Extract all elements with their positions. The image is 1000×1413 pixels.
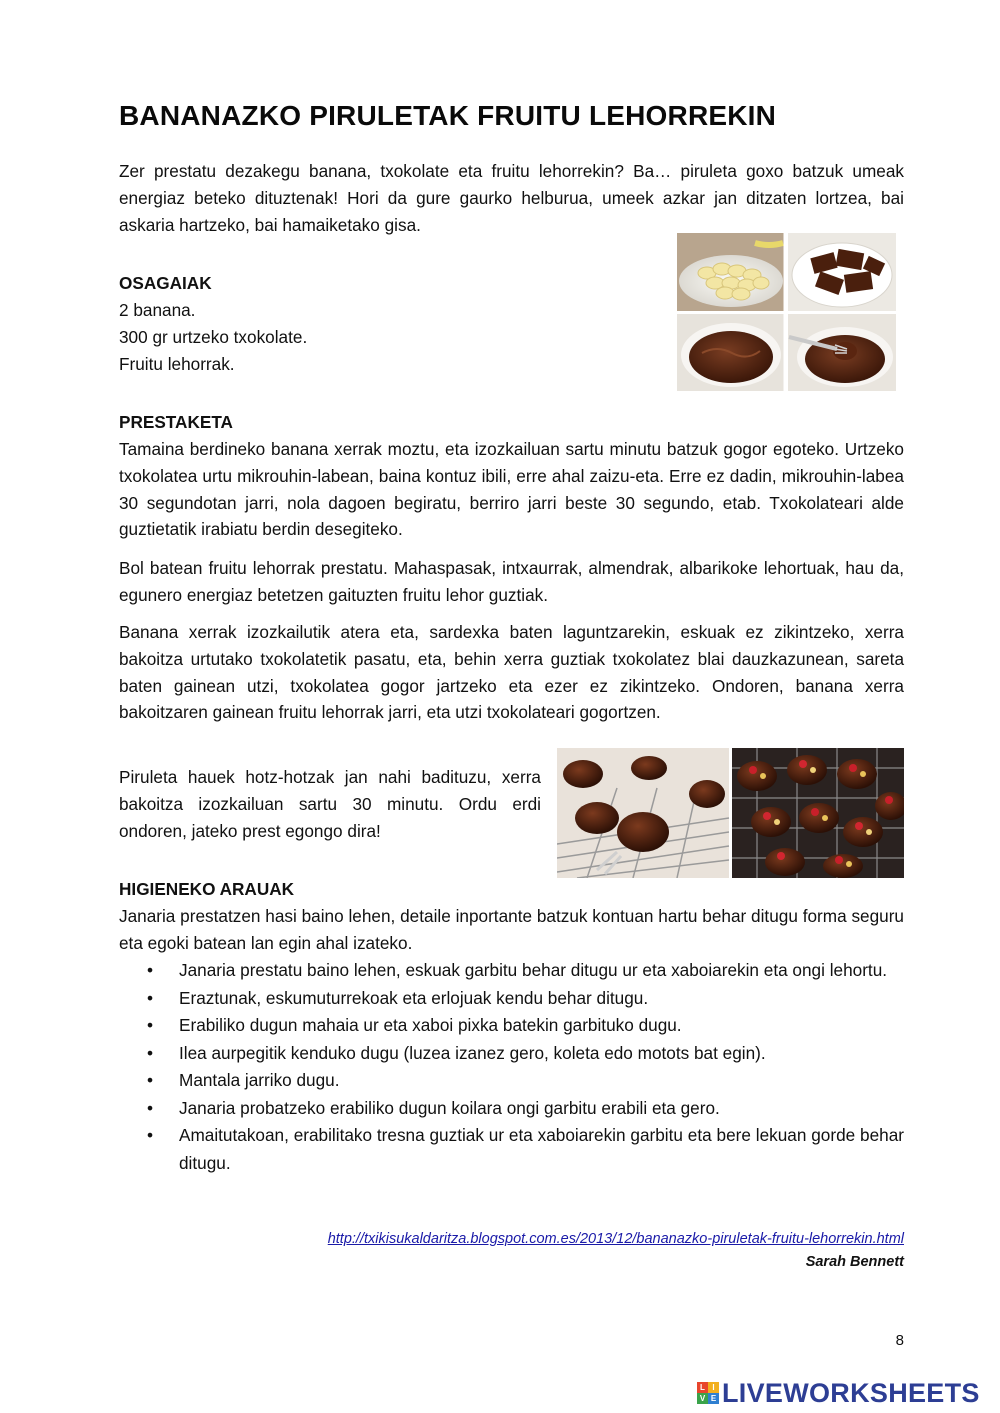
list-item	[119, 1122, 904, 1177]
bullet-icon: •	[147, 1015, 154, 1035]
logo-mark-icon	[697, 1382, 719, 1404]
list-item	[119, 1040, 904, 1068]
list-item	[119, 985, 904, 1013]
list-item-text: Amaitutakoan, erabilitako tresna guztiak ur eta xaboiarekin garbitu eta bere lekuan gorde behar ditugu.	[179, 1125, 904, 1173]
photo-collage-graphic	[677, 233, 896, 391]
list-item-text: Janaria prestatu baino lehen, eskuak garbitu behar ditugu ur eta xaboiarekin eta ongi lehortu.	[179, 960, 888, 980]
ingredients-heading: OSAGAIAK	[119, 273, 212, 293]
bullet-icon: •	[147, 960, 154, 980]
author-name: Sarah Bennett	[805, 1254, 904, 1270]
preparation-paragraph-3: Banana xerrak izozkailutik atera eta, sardexka baten laguntzarekin, eskuak ez zikintzeko, xerra bakoitza urtutako txokolatetik pasatu, eta, behin xerra guztiak txokolatez blai dauzkazunean, sareta baten gainean utzi, txokolatea gogor jartzeko eta ezer ez zikintzeko. Ondoren, banana xerra bakoitzaren gainean fruitu lehorrak jarri, eta utzi txokolateari gogortzen.	[119, 622, 904, 723]
source-link[interactable]: http://txikisukaldaritza.blogspot.com.es/2013/12/bananazko-piruletak-fruitu-lehorrekin.html	[327, 1231, 904, 1247]
logo-letter: L	[697, 1382, 708, 1393]
list-item-text: Ilea aurpegitik kenduko dugu (luzea izanez gero, koleta edo motots bat egin).	[179, 1042, 766, 1063]
intro-paragraph: Zer prestatu dezakegu banana, txokolate eta fruitu lehorrekin? Ba… piruleta goxo batzuk umeak energiaz beteko dituztenak! Hori da gure gaurko helburua, umeek azkar jan ditzaten lortzea, bai askaria hartzeko, bai hamaiketako gisa.	[119, 161, 904, 235]
list-item-text: Erabiliko dugun mahaia ur eta xaboi pixka batekin garbituko dugu.	[179, 1015, 682, 1035]
lollipops-photo-graphic	[557, 748, 904, 878]
hygiene-heading: HIGIENEKO ARAUAK	[119, 879, 295, 899]
preparation-paragraph-4: Piruleta hauek hotz-hotzak jan nahi badituzu, xerra bakoitza izozkailuan sartu 30 minutu. Ordu erdi ondoren, jateko prest egongo dira!	[119, 767, 541, 841]
page-title: BANANAZKO PIRULETAK FRUITU LEHORREKIN	[119, 100, 777, 131]
list-item-text: Eraztunak, eskumuturrekoak eta erlojuak kendu behar ditugu.	[179, 987, 649, 1008]
bullet-icon: •	[147, 1097, 154, 1118]
bullet-icon: •	[147, 1125, 154, 1145]
bullet-icon: •	[147, 987, 154, 1008]
preparation-paragraph-2: Bol batean fruitu lehorrak prestatu. Mahaspasak, intxaurrak, almendrak, albarikoke lehortuak, hau da, egunero energiaz betetzen gaituzten fruitu lehor guztiak.	[119, 558, 904, 605]
list-item-text: Mantala jarriko dugu.	[179, 1070, 340, 1090]
logo-letter: E	[708, 1393, 719, 1404]
liveworksheets-logo[interactable]	[697, 1378, 980, 1408]
ingredient-item: Fruitu lehorrak.	[119, 353, 235, 374]
list-item-text: Janaria probatzeko erabiliko dugun koilara ongi garbitu erabili eta gero.	[179, 1097, 720, 1118]
ingredients-list	[119, 297, 307, 377]
preparation-heading: PRESTAKETA	[119, 412, 233, 432]
list-item	[119, 1012, 904, 1040]
list-item	[119, 1095, 904, 1123]
ingredients-photo-collage	[677, 233, 896, 391]
logo-letter: I	[708, 1382, 719, 1393]
ingredient-item: 300 gr urtzeko txokolate.	[119, 326, 308, 347]
hygiene-rules-list	[119, 957, 904, 1177]
logo-text: LIVEWORKSHEETS	[722, 1377, 980, 1408]
hygiene-intro: Janaria prestatzen hasi baino lehen, detaile inportante batzuk kontuan hartu behar ditugu forma seguru eta egoki batean lan egin ahal izateko.	[119, 906, 904, 953]
bullet-icon: •	[147, 1042, 154, 1063]
bullet-icon: •	[147, 1070, 154, 1090]
lollipops-photo	[557, 748, 904, 878]
ingredient-item: 2 banana.	[119, 300, 196, 320]
page-number: 8	[895, 1332, 904, 1349]
list-item	[119, 1067, 904, 1095]
list-item	[119, 957, 904, 985]
logo-letter: V	[697, 1393, 708, 1404]
preparation-paragraph-1: Tamaina berdineko banana xerrak moztu, eta izozkailuan sartu minutu batzuk gogor egoteko. Urtzeko txokolatea urtu mikrouhin-labean, baina kontuz ibili, erre ahal zaizu-eta. Erre ez dadin, mikrouhin-labea 30 segundotan jarri, nola dagoen begiratu, berriro jarri beste 30 segundo, etab. Txokolateari alde guztietatik irabiatu berdin desegiteko.	[119, 439, 904, 540]
